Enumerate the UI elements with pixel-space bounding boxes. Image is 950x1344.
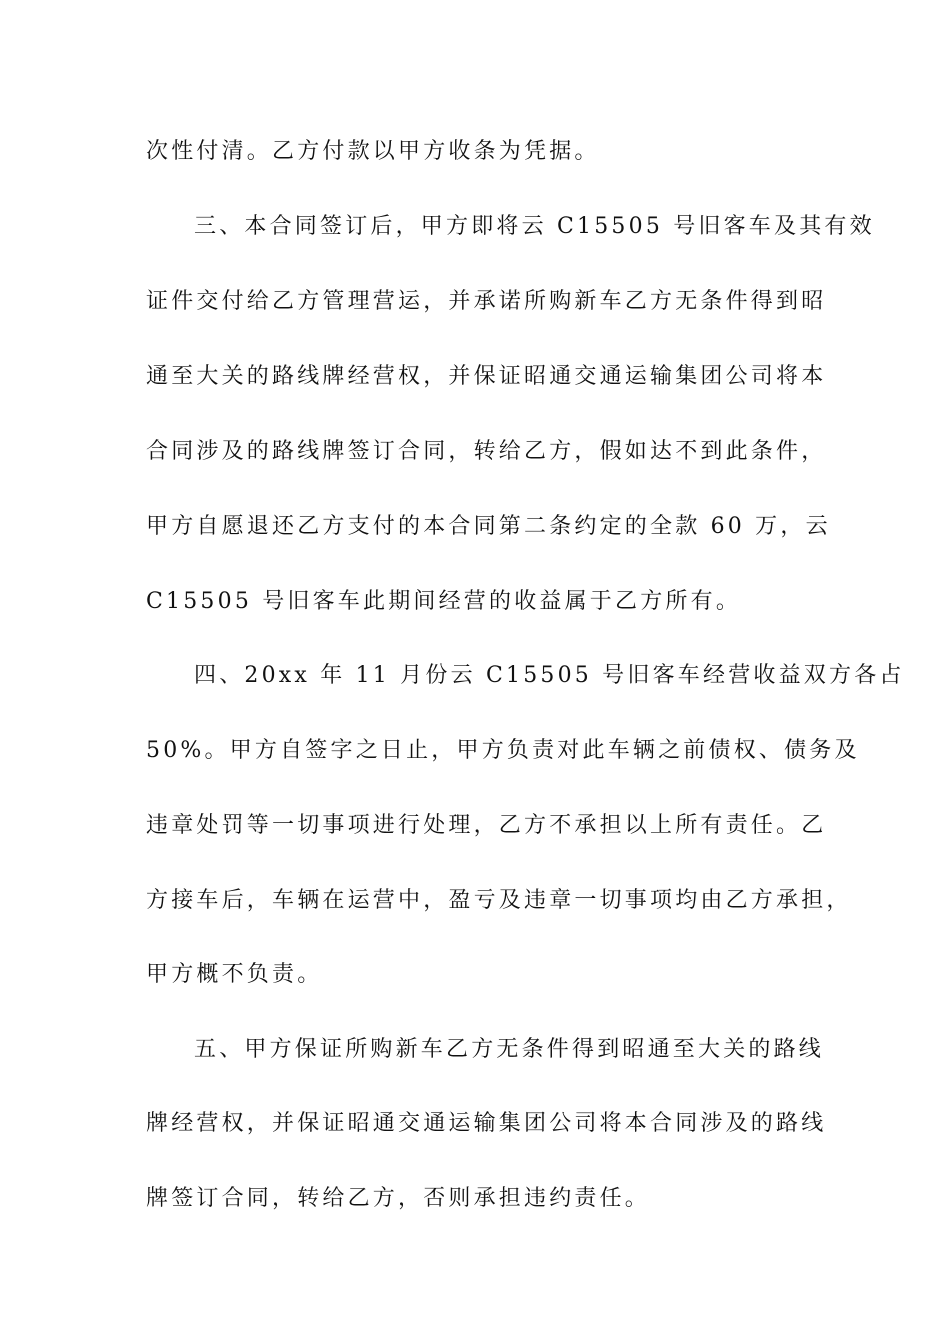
text-line: 甲方概不负责。 [146,962,323,987]
text-line: 通至大关的路线牌经营权，并保证昭通交通运输集团公司将本 [146,364,827,389]
text-line: 牌签订合同，转给乙方，否则承担违约责任。 [146,1186,651,1211]
text-line: 50%。甲方自签字之日止，甲方负责对此车辆之前债权、债务及 [146,738,860,763]
text-line: 次性付清。乙方付款以甲方收条为凭据。 [146,139,600,164]
text-line: 三、本合同签订后，甲方即将云 C15505 号旧客车及其有效 [194,214,875,239]
text-line: 五、甲方保证所购新车乙方无条件得到昭通至大关的路线 [194,1037,825,1062]
text-line: 合同涉及的路线牌签订合同，转给乙方，假如达不到此条件， [146,439,827,464]
text-line: 违章处罚等一切事项进行处理，乙方不承担以上所有责任。乙 [146,813,827,838]
text-line: 证件交付给乙方管理营运，并承诺所购新车乙方无条件得到昭 [146,289,827,314]
text-line: 牌经营权，并保证昭通交通运输集团公司将本合同涉及的路线 [146,1111,827,1136]
text-line: 四、20xx 年 11 月份云 C15505 号旧客车经营收益双方各占 [194,663,905,688]
text-line: 方接车后，车辆在运营中，盈亏及违章一切事项均由乙方承担， [146,888,852,913]
text-line: 甲方自愿退还乙方支付的本合同第二条约定的全款 60 万，云 [146,514,831,539]
text-line: C15505 号旧客车此期间经营的收益属于乙方所有。 [146,589,742,614]
